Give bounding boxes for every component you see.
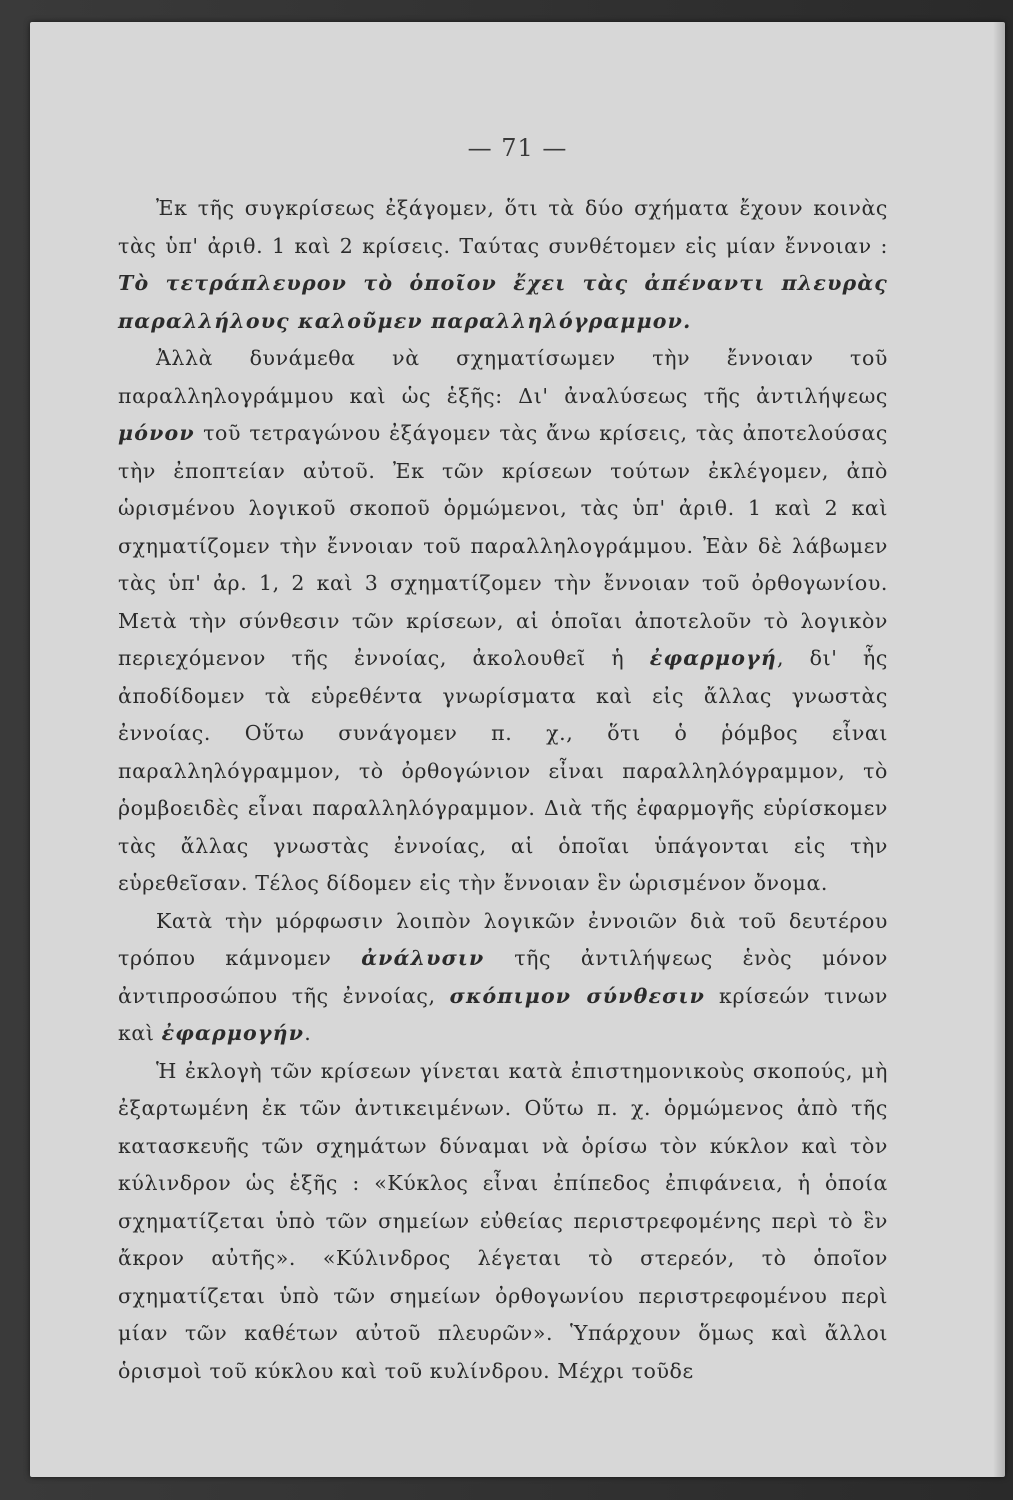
book-page: [30, 22, 1005, 1477]
text-run: Ἀλλὰ δυνάμεθα νὰ σχηματίσωμεν τὴν ἔννοιαν τοῦ παραλληλογράμμου καὶ ὡς ἑξῆς: Δι' ἀναλύσεως τῆς ἀντιλήψεως: [118, 346, 888, 408]
text-run: Κατὰ τὴν μόρφωσιν λοιπὸν λογικῶν ἐννοιῶν διὰ τοῦ δευτέρου τρόπου κάμνομεν: [118, 908, 888, 970]
text-run: κρίσεών τινων καὶ: [118, 983, 888, 1045]
emphasized-text: Τὸ τετράπλευρον τὸ ὁποῖον ἔχει τὰς ἀπέναντι πλευρὰς παραλλήλους καλοῦμεν παραλληλόγραμμον.: [118, 271, 888, 333]
text-run: Ἐκ τῆς συγκρίσεως ἐξάγομεν, ὅτι τὰ δύο σχήματα ἔχουν κοινὰς τὰς ὑπ' ἀριθ. 1 καὶ 2 κρίσεις. Ταύτας συνθέτομεν εἰς μίαν ἔννοιαν :: [118, 196, 888, 258]
page-number: — 71 —: [467, 134, 568, 162]
emphasized-text: σκόπιμον σύνθεσιν: [449, 983, 706, 1008]
text-run: .: [304, 1021, 312, 1045]
text-run: , δι' ἧς ἀποδίδομεν τὰ εὑρεθέντα γνωρίσματα καὶ εἰς ἄλλας γνωστὰς ἐννοίας. Οὕτω συνάγομεν π. χ., ὅτι ὁ ῥόμβος εἶναι παραλληλόγραμμον, τὸ ὀρθογώνιον εἶναι παραλληλόγραμμον, τὸ ῥομβοειδὲς εἶναι παραλληλόγραμμον. Διὰ τῆς ἐφαρμογῆς εὑρίσκομεν τὰς ἄλλας γνωστὰς ἐννοίας, αἱ ὁποῖαι ὑπάγονται εἰς τὴν εὑρεθεῖσαν. Τέλος δίδομεν εἰς τὴν ἔννοιαν ἓν ὡρισμένον ὄνομα.: [118, 646, 888, 895]
page-body-text: [118, 190, 888, 1390]
emphasized-text: ἐφαρμογήν: [161, 1021, 305, 1045]
emphasized-text: ἀνάλυσιν: [361, 946, 485, 970]
paragraph: [118, 1053, 888, 1391]
paragraph: [118, 903, 888, 1053]
text-run: τῆς ἀντιλήψεως ἑνὸς μόνον ἀντιπροσώπου τῆς ἐννοίας,: [118, 946, 888, 1008]
text-run: τοῦ τετραγώνου ἐξάγομεν τὰς ἄνω κρίσεις, τὰς ἀποτελούσας τὴν ἐποπτείαν αὐτοῦ. Ἐκ τῶν κρίσεων τούτων ἐκλέγομεν, ἀπὸ ὡρισμένου λογικοῦ σκοποῦ ὁρμώμενοι, τὰς ὑπ' ἀριθ. 1 καὶ 2 καὶ σχηματίζομεν τὴν ἔννοιαν τοῦ παραλληλογράμμου. Ἐὰν δὲ λάβωμεν τὰς ὑπ' ἀρ. 1, 2 καὶ 3 σχηματίζομεν τὴν ἔννοιαν τοῦ ὀρθογωνίου. Μετὰ τὴν σύνθεσιν τῶν κρίσεων, αἱ ὁποῖαι ἀποτελοῦν τὸ λογικὸν περιεχόμενον τῆς ἐννοίας, ἀκολουθεῖ ἡ: [118, 421, 888, 670]
text-run: Ἡ ἐκλογὴ τῶν κρίσεων γίνεται κατὰ ἐπιστημονικοὺς σκοπούς, μὴ ἐξαρτωμένη ἐκ τῶν ἀντικειμένων. Οὕτω π. χ. ὁρμώμενος ἀπὸ τῆς κατασκευῆς τῶν σχημάτων δύναμαι νὰ ὁρίσω τὸν κύκλον καὶ τὸν κύλινδρον ὡς ἑξῆς : «Κύκλος εἶναι ἐπίπεδος ἐπιφάνεια, ἡ ὁποία σχηματίζεται ὑπὸ τῶν σημείων εὐθείας περιστρεφομένης περὶ τὸ ἓν ἄκρον αὐτῆς». «Κύλινδρος λέγεται τὸ στερεόν, τὸ ὁποῖον σχηματίζεται ὑπὸ τῶν σημείων ὀρθογωνίου περιστρεφομένου περὶ μίαν τῶν καθέτων αὐτοῦ πλευρῶν». Ὑπάρχουν ὅμως καὶ ἄλλοι ὁρισμοὶ τοῦ κύκλου καὶ τοῦ κυλίνδρου. Μέχρι τοῦδε: [118, 1058, 888, 1383]
emphasized-text: ἐφαρμογή: [649, 646, 777, 670]
paragraph: [118, 190, 888, 340]
emphasized-text: μόνον: [118, 421, 195, 445]
paragraph: [118, 340, 888, 903]
